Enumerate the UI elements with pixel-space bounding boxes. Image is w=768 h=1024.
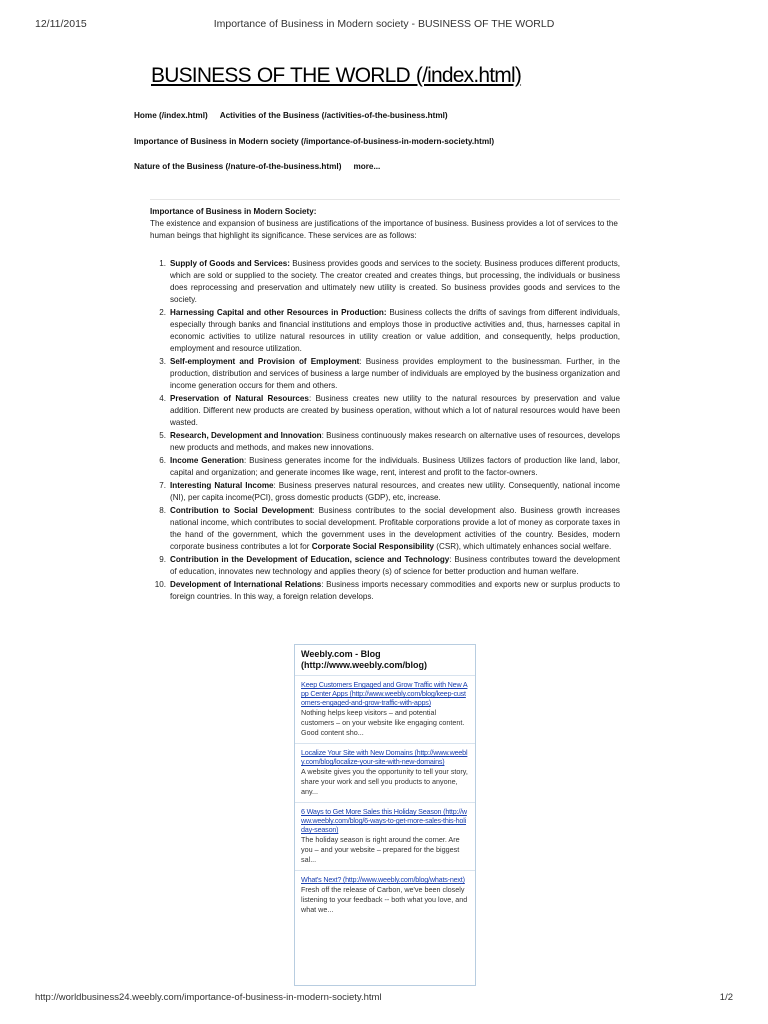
list-number: 1. [159,259,166,268]
list-number: 7. [159,481,166,490]
blog-entry-snippet: A website gives you the opportunity to tell your story, share your work and sell you products to anyone, any... [301,767,468,796]
list-item-title: Supply of Goods and Services: [170,259,290,268]
list-number: 9. [159,555,166,564]
blog-entry-link[interactable]: Keep Customers Engaged and Grow Traffic with New App Center Apps (http://www.weebly.com/blog/keep-customers-engaged-and-grow-traffic-with-apps) [301,680,468,707]
blog-entry-snippet: Nothing helps keep visitors – and potential customers – on your website like engaging content. Good content sho... [301,708,465,737]
list-item-text: Business provides goods and services to the society. Business produces different products, which are sold or supplied to the society. The creator created and creates things, but processing, the individuals or business does reprocessing and preservation and ultimately new utility is created. So business provides goods and services to the society. [170,259,620,304]
list-item-text: : Business creates new utility to the natural resources by preservation and value addition. Different new products are created by business operation, without which a lot of natural resources would have been wasted. [170,394,620,427]
list-item-text: : Business imports necessary commodities and exports new or surplus products to foreign countries. In this way, a foreign relation develops. [170,580,620,601]
list-item-text: : Business generates income for the individuals. Business Utilizes factors of production like land, labor, capital and organization; and generate incomes like wage, rent, interest and profit to the factor-owners. [170,456,620,477]
list-number: 3. [159,357,166,366]
list-item [159,554,620,578]
nav-more-link[interactable]: more... [353,162,381,171]
list-item-text: : Business preserves natural resources, and creates new utility. Consequently, national income (NI), per capita income(PCI), gross domestic products (GDP), etc, increase. [170,481,620,502]
article [150,206,620,604]
blog-entry [295,803,475,871]
blog-entry-link[interactable]: What's Next? (http://www.weebly.com/blog/whats-next) [301,875,465,884]
nav-row-3 [134,162,380,171]
list-item-title: Interesting Natural Income [170,481,274,490]
nav-importance-link[interactable]: Importance of Business in Modern society (/importance-of-business-in-modern-society.html) [134,137,495,146]
list-item [159,455,620,479]
print-header [0,18,768,32]
list-item [159,480,620,504]
list-item-title: Contribution in the Development of Education, science and Technology [170,555,450,564]
list-item [159,393,620,429]
list-number: 10. [154,580,166,589]
blog-entry-link[interactable]: Localize Your Site with New Domains (http://www.weebly.com/blog/localize-your-site-with-new-domains) [301,748,468,766]
print-date: 12/11/2015 [35,18,87,30]
article-heading: Importance of Business in Modern Society: [150,207,317,216]
list-item-text: : Business contributes toward the development of education, innovates new technology and applies theory (s) of science for better production and human welfare. [170,555,620,576]
list-item-title: Research, Development and Innovation [170,431,322,440]
blog-entry [295,744,475,803]
list-item-title: Contribution to Social Development [170,506,313,515]
blog-feed-widget [294,644,476,986]
list-item [159,356,620,392]
list-item-text: Business collects the drifts of savings from different individuals, especially through banks and financial institutions and employs those in productive activities and, thus, harnesses capital in economic activities to utilize natural resources in utility creation or value addition, and consequently, helps production, employment and resource utilization. [170,308,620,353]
list-item-title: Self-employment and Provision of Employment [170,357,360,366]
nav-row-2 [134,137,494,146]
services-list [150,258,620,603]
blog-entry-link[interactable]: 6 Ways to Get More Sales this Holiday Season (http://www.weebly.com/blog/6-ways-to-get-more-sales-this-holiday-season) [301,807,467,834]
list-item-text: : Business contributes to the social development also. Business growth increases national income, which contributes to social development. Profitable corporations provide a lot of money as corporate taxes in the hand of the government, which the government uses in the development activities of the country. Besides, modern corporate business contributes a lot for [170,506,620,551]
print-page-title: Importance of Business in Modern society - BUSINESS OF THE WORLD [213,18,555,30]
blog-entry [295,676,475,744]
list-item [159,258,620,306]
nav-activities-link[interactable]: Activities of the Business (/activities-of-the-business.html) [219,111,448,120]
list-item-text: (CSR), which ultimately enhances social welfare. [434,542,612,551]
nav-nature-link[interactable]: Nature of the Business (/nature-of-the-business.html) [134,162,342,171]
list-item [159,505,620,553]
list-item-text: : Business provides employment to the businessman. Further, in the production, distribution and services of business a large number of individuals are employed by the business organization and income generation occurs for them and others. [170,357,620,390]
list-item [159,307,620,355]
list-item-title: Harnessing Capital and other Resources in Production: [170,308,387,317]
list-number: 4. [159,394,166,403]
site-title-link[interactable]: BUSINESS OF THE WORLD (/index.html) [151,64,522,87]
nav-row-1 [134,111,448,120]
list-item-title: Preservation of Natural Resources [170,394,309,403]
list-item-text: : Business continuously makes research on alternative uses of resources, develops new products and methods, and makes new innovations. [170,431,620,452]
list-number: 2. [159,308,166,317]
print-url: http://worldbusiness24.weebly.com/importance-of-business-in-modern-society.html [35,992,382,1003]
blog-entry-snippet: The holiday season is right around the corner. Are you – and your website – prepared for the biggest sal... [301,835,460,864]
nav-home-link[interactable]: Home (/index.html) [134,111,208,120]
blog-feed-title[interactable]: Weebly.com - Blog (http://www.weebly.com/blog) [295,645,475,676]
list-item-title: Development of International Relations [170,580,322,589]
list-number: 5. [159,431,166,440]
list-item [159,430,620,454]
print-page-number: 1/2 [719,992,733,1003]
blog-entry-snippet: Fresh off the release of Carbon, we've been closely listening to your feedback -- both what you love, and what we... [301,885,468,914]
list-number: 6. [159,456,166,465]
content-divider [150,199,620,200]
print-footer [0,992,768,1006]
list-item [154,579,620,603]
list-number: 8. [159,506,166,515]
blog-entry [295,871,475,920]
list-item-title: Income Generation [170,456,244,465]
list-item-title-csr: Corporate Social Responsibility [311,542,435,551]
article-intro: The existence and expansion of business are justifications of the importance of business. Business provides a lot of services to the human beings that highlight its significance. These services are as follows: [150,219,618,240]
